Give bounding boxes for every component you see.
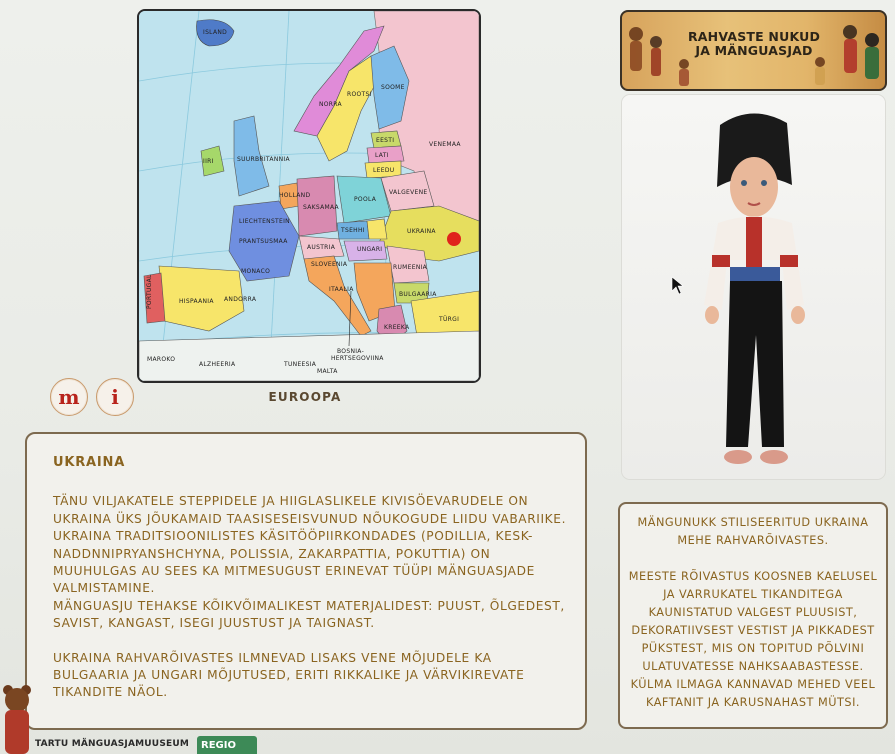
map-label-sloveenia: SLOVEENIA: [311, 261, 348, 268]
info-button[interactable]: i: [96, 378, 134, 416]
header-banner[interactable]: [620, 10, 887, 91]
map-label-austria: AUSTRIA: [307, 244, 336, 251]
article-paragraph-1: TÄNU VILJAKATELE STEPPIDELE JA HIIGLASLIKELE KIVISÖEVARUDELE ON UKRAINA ÜKS JÕUKAMAID TAASISESEISVUNUD NÕUKOGUDE LIIDU VABARIIKE. UKRAINA TRADITSIOONILISTES KÄSITÖÖPIIRKONDADES (PODILLIA, KESK-NADDNNIPRYANSHCHYNA, POLISSIA, ZAKARPATTIA, POKUTTIA) ON MUUHULGAS AU SEES KA MITMESUGUST ERINEVAT TÜÜPI MÄNGUASJADE VALMISTAMINE.: [53, 494, 567, 596]
article-heading: UKRAINA: [53, 455, 126, 470]
map-label-saksamaa: SAKSAMAA: [303, 204, 339, 211]
bear-logo: [0, 678, 36, 754]
map-label-alzheeria: ALZHEERIA: [199, 361, 236, 368]
europe-map[interactable]: [137, 9, 481, 383]
header-title: [674, 30, 834, 58]
header-title-line-2: JA MÄNGUASJAD: [695, 43, 813, 58]
map-label-hertsegoviina: HERTSEGOVIINA: [331, 355, 384, 362]
map-label-ungari: UNGARI: [357, 246, 383, 253]
doll-illustration: [622, 95, 885, 479]
map-label-norra: NORRA: [319, 101, 342, 108]
article-panel: [25, 432, 587, 730]
map-label-lati: LATI: [375, 152, 389, 159]
map-label-bosnia: BOSNIA-: [337, 348, 365, 355]
map-label-suurbritannia: SUURBRITANNIA: [237, 156, 290, 163]
map-label-ukraina: UKRAINA: [407, 228, 436, 235]
europe-map-graphic: [139, 11, 479, 381]
map-label-venemaa: VENEMAA: [429, 141, 461, 148]
ukraine-marker: [447, 232, 461, 246]
map-label-hispaania: HISPAANIA: [179, 298, 214, 305]
map-label-eesti: EESTI: [376, 137, 395, 144]
map-label-soome: SOOME: [381, 84, 405, 91]
regio-logo: REGIO: [197, 736, 257, 754]
map-label-bulgaaria: BULGAARIA: [399, 291, 437, 298]
map-label-iiri: IIRI: [203, 158, 214, 165]
map-label-tsehhi: TSEHHI: [341, 227, 365, 234]
doll-photo: [622, 95, 885, 479]
map-label-turgi: TÜRGI: [439, 316, 460, 323]
article-paragraph-3: UKRAINA RAHVARÕIVASTES ILMNEVAD LISAKS VENE MÕJUDELE KA BULGAARIA JA UNGARI MÕJUTUSED, ERITI RIKKALIKE JA VÄRVIKIREVATE TIKANDITE NÄOL.: [53, 650, 525, 700]
article-paragraph-2: MÄNGUASJU TEHAKSE KÕIKVÕIMALIKEST MATERJALIDEST: PUUST, ÕLGEDEST, SAVIST, KANGAST, ISEGI JUUSTUST JA TAIGNAST.: [53, 598, 565, 631]
map-label-maroko: MAROKO: [147, 356, 176, 363]
map-label-leedu: LEEDU: [373, 167, 395, 174]
map-label-kreeka: KREEKA: [384, 324, 410, 331]
map-label-prantsusmaa: PRANTSUSMAA: [239, 238, 288, 245]
caption-panel: [618, 502, 888, 729]
map-label-poola: POOLA: [354, 196, 377, 203]
map-label-rootsi: ROOTSI: [347, 91, 372, 98]
continent-label: EUROOPA: [268, 390, 342, 404]
map-label-island: ISLAND: [203, 29, 228, 36]
map-label-holland: HOLLAND: [279, 192, 311, 199]
m-button[interactable]: m: [50, 378, 88, 416]
map-label-liechtenstein: LIECHTENSTEIN: [239, 218, 290, 225]
map-label-andorra: ANDORRA: [224, 296, 257, 303]
map-label-itaalia: ITAALIA: [329, 286, 354, 293]
map-label-valgevene: VALGEVENE: [389, 189, 428, 196]
map-label-monaco: MONACO: [241, 268, 271, 275]
header-title-line-1: RAHVASTE NUKUD: [687, 29, 821, 44]
caption-paragraph-1: MÄNGUNUKK STILISEERITUD UKRAINA MEHE RAHVARÕIVASTES.: [637, 516, 869, 547]
map-label-tuneesia: TUNEESIA: [284, 361, 317, 368]
map-label-portugal: PORTUGAL: [146, 274, 153, 309]
map-label-malta: MALTA: [317, 368, 338, 375]
caption-paragraph-2: MEESTE RÕIVASTUS KOOSNEB KAELUSEL JA VARRUKATEL TIKANDITEGA KAUNISTATUD VALGEST PLUUSIST, DEKORATIIVSEST VESTIST JA PIKKADEST PÜKSTEST, MIS ON TOPITUD PÕLVINI ULATUVATESSE NAHKSAABASTESSE. KÜLMA ILMAGA KANNAVAD MEHED VEEL KAFTANIT JA KARUSNAHAST MÜTSI.: [628, 570, 878, 709]
map-label-rumeenia: RUMEENIA: [393, 264, 428, 271]
museum-name: TARTU MÄNGUASJAMUUSEUM: [35, 739, 190, 749]
